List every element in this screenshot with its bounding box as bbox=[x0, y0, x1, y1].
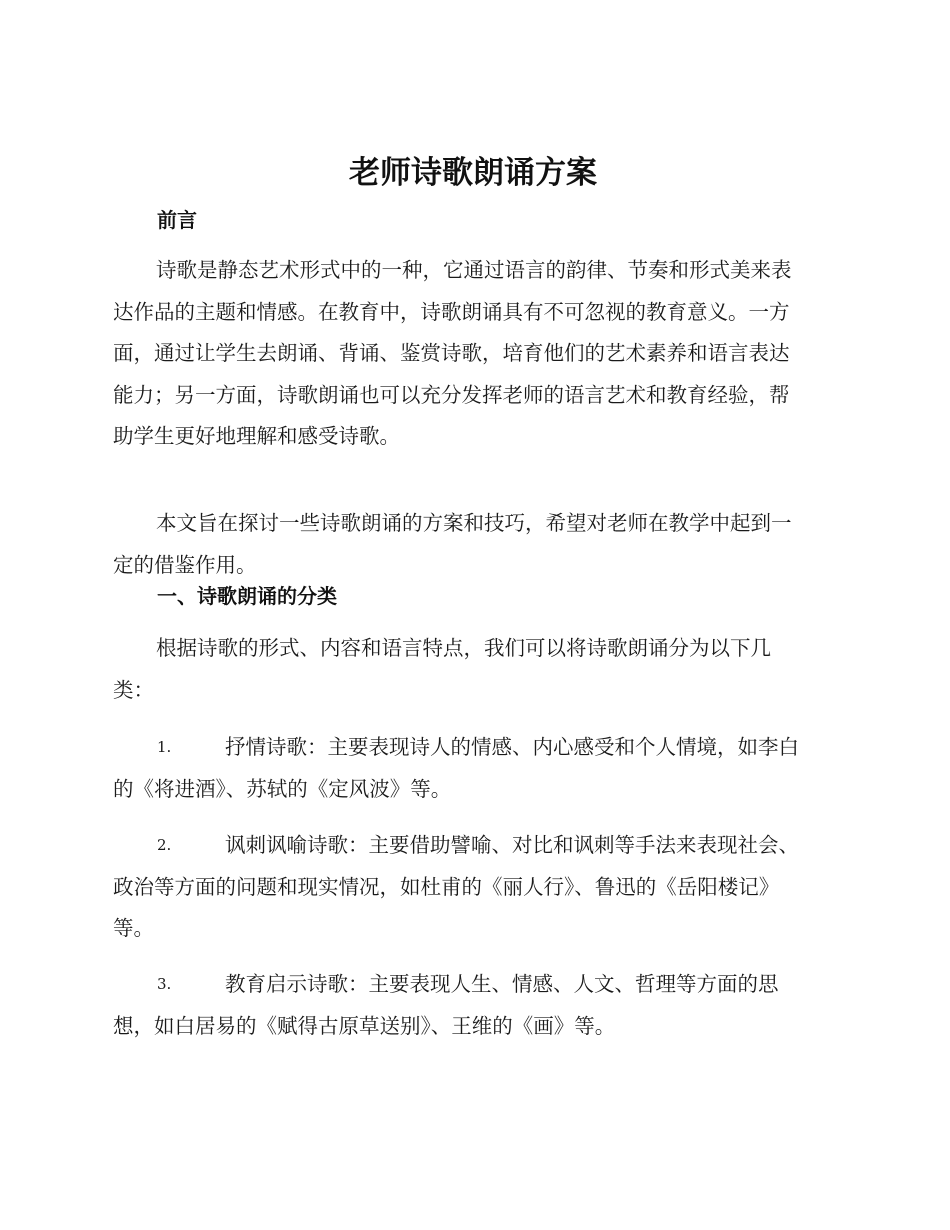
section-heading-preface: 前言 bbox=[157, 208, 197, 232]
list-item-text: 抒情诗歌：主要表现诗人的情感、内心感受和个人情境，如李白 bbox=[225, 735, 799, 759]
paragraph-line: 达作品的主题和情感。在教育中，诗歌朗诵具有不可忽视的教育意义。一方 bbox=[113, 299, 790, 324]
preface-paragraph-2 bbox=[113, 503, 833, 586]
list-number: 1. bbox=[157, 738, 172, 756]
list-item-text: 政治等方面的问题和现实情况，如杜甫的《丽人行》、鲁迅的《岳阳楼记》 bbox=[113, 874, 780, 899]
list-number: 3. bbox=[157, 975, 172, 993]
list-item-text: 的《将进酒》、苏轼的《定风波》等。 bbox=[113, 776, 452, 801]
section-heading-classification: 一、诗歌朗诵的分类 bbox=[157, 584, 337, 608]
list-item-text: 想，如白居易的《赋得古原草送别》、王维的《画》等。 bbox=[113, 1013, 616, 1038]
paragraph-line: 定的借鉴作用。 bbox=[113, 552, 257, 577]
list-item-2 bbox=[113, 825, 833, 950]
document-title: 老师诗歌朗诵方案 bbox=[349, 155, 597, 191]
preface-paragraph-1 bbox=[113, 250, 833, 458]
list-number: 2. bbox=[157, 836, 172, 854]
list-item-text: 等。 bbox=[113, 916, 154, 940]
paragraph-line: 诗歌是静态艺术形式中的一种，它通过语言的韵律、节奏和形式美来表 bbox=[156, 258, 792, 282]
list-item-text: 教育启示诗歌：主要表现人生、情感、人文、哲理等方面的思 bbox=[225, 972, 779, 996]
list-item-text: 讽刺讽喻诗歌：主要借助譬喻、对比和讽刺等手法来表现社会、 bbox=[225, 833, 799, 857]
paragraph-line: 助学生更好地理解和感受诗歌。 bbox=[113, 424, 400, 448]
paragraph-line: 面，通过让学生去朗诵、背诵、鉴赏诗歌，培育他们的艺术素养和语言表达 bbox=[113, 341, 790, 365]
list-item-3 bbox=[113, 964, 833, 1047]
paragraph-line: 类： bbox=[113, 677, 154, 702]
list-item-1 bbox=[113, 727, 833, 810]
paragraph-line: 根据诗歌的形式、内容和语言特点，我们可以将诗歌朗诵分为以下几 bbox=[156, 636, 771, 660]
paragraph-line: 本文旨在探讨一些诗歌朗诵的方案和技巧，希望对老师在教学中起到一 bbox=[156, 511, 792, 535]
paragraph-line: 能力；另一方面，诗歌朗诵也可以充分发挥老师的语言艺术和教育经验，帮 bbox=[113, 382, 790, 407]
classification-intro-paragraph bbox=[113, 628, 833, 711]
